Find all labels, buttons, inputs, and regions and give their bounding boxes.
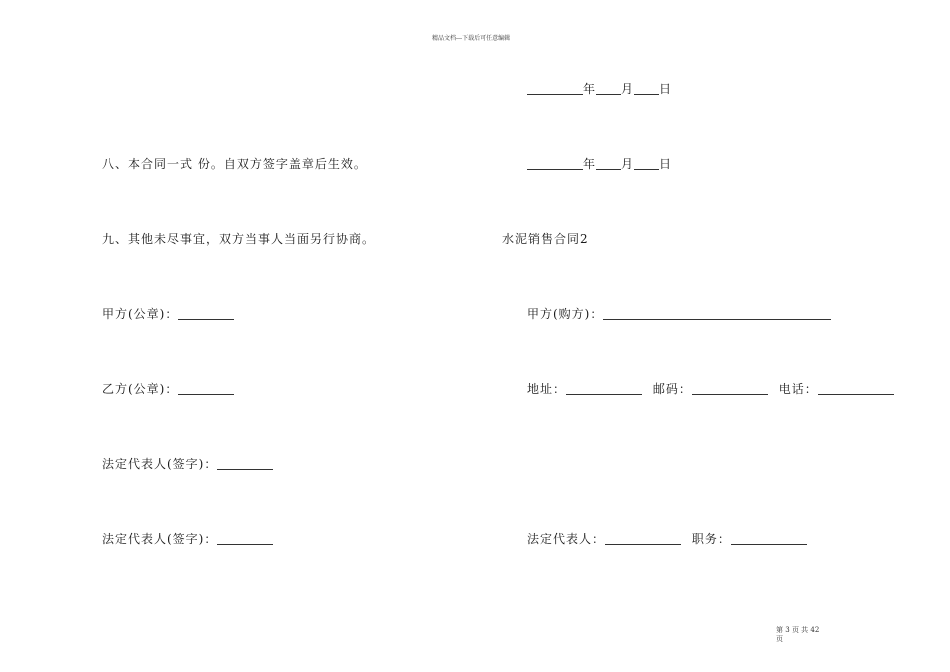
clause-9: 九、其他未尽事宜，双方当事人当面另行协商。 [102, 232, 376, 246]
address-blank[interactable] [566, 382, 642, 395]
position-label: 职务： [691, 532, 731, 546]
day-blank[interactable] [634, 157, 659, 170]
contract-title: 水泥销售合同2 [502, 232, 589, 246]
month-label: 月 [621, 157, 635, 171]
date-line-1 [527, 80, 672, 97]
day-label: 日 [659, 82, 673, 96]
position-blank[interactable] [731, 532, 807, 545]
party-a-buyer-blank[interactable] [603, 307, 831, 320]
month-label: 月 [621, 82, 635, 96]
year-blank[interactable] [527, 157, 583, 170]
year-blank[interactable] [527, 82, 583, 95]
party-a-seal [102, 305, 234, 322]
day-label: 日 [659, 157, 673, 171]
month-blank[interactable] [596, 82, 621, 95]
legal-rep-1 [102, 455, 273, 472]
party-a-blank[interactable] [178, 307, 234, 320]
legal-rep-1-label: 法定代表人(签字)： [102, 457, 218, 471]
legal-rep-2 [102, 530, 273, 547]
year-label: 年 [583, 82, 597, 96]
phone-blank[interactable] [818, 382, 894, 395]
legal-rep-2-blank[interactable] [217, 532, 273, 545]
party-a-buyer [527, 305, 831, 322]
day-blank[interactable] [634, 82, 659, 95]
address-label: 地址： [527, 382, 567, 396]
legal-rep-position-row [527, 530, 807, 547]
clause-8: 八、本合同一式 份。自双方签字盖章后生效。 [102, 157, 367, 171]
party-b-blank[interactable] [178, 382, 234, 395]
legal-rep-label: 法定代表人： [527, 532, 606, 546]
year-label: 年 [583, 157, 597, 171]
page-mid: 页 共 [791, 626, 809, 634]
phone-label: 电话： [778, 382, 818, 396]
page-suffix: 页 [776, 635, 783, 643]
legal-rep-1-blank[interactable] [217, 457, 273, 470]
month-blank[interactable] [596, 157, 621, 170]
postcode-blank[interactable] [692, 382, 768, 395]
date-line-2 [527, 155, 672, 172]
contact-row [527, 380, 894, 397]
party-b-label: 乙方(公章)： [102, 382, 179, 396]
party-b-seal [102, 380, 234, 397]
postcode-label: 邮码： [652, 382, 692, 396]
page-header: 精品文档---下载后可任意编辑 [432, 35, 511, 42]
page-total: 42 [810, 626, 820, 634]
party-a-buyer-label: 甲方(购方)： [527, 307, 604, 321]
page-number: 3 [785, 626, 790, 634]
legal-rep-2-label: 法定代表人(签字)： [102, 532, 218, 546]
page-prefix: 第 [776, 626, 783, 634]
party-a-label: 甲方(公章)： [102, 307, 179, 321]
legal-rep-blank[interactable] [605, 532, 681, 545]
